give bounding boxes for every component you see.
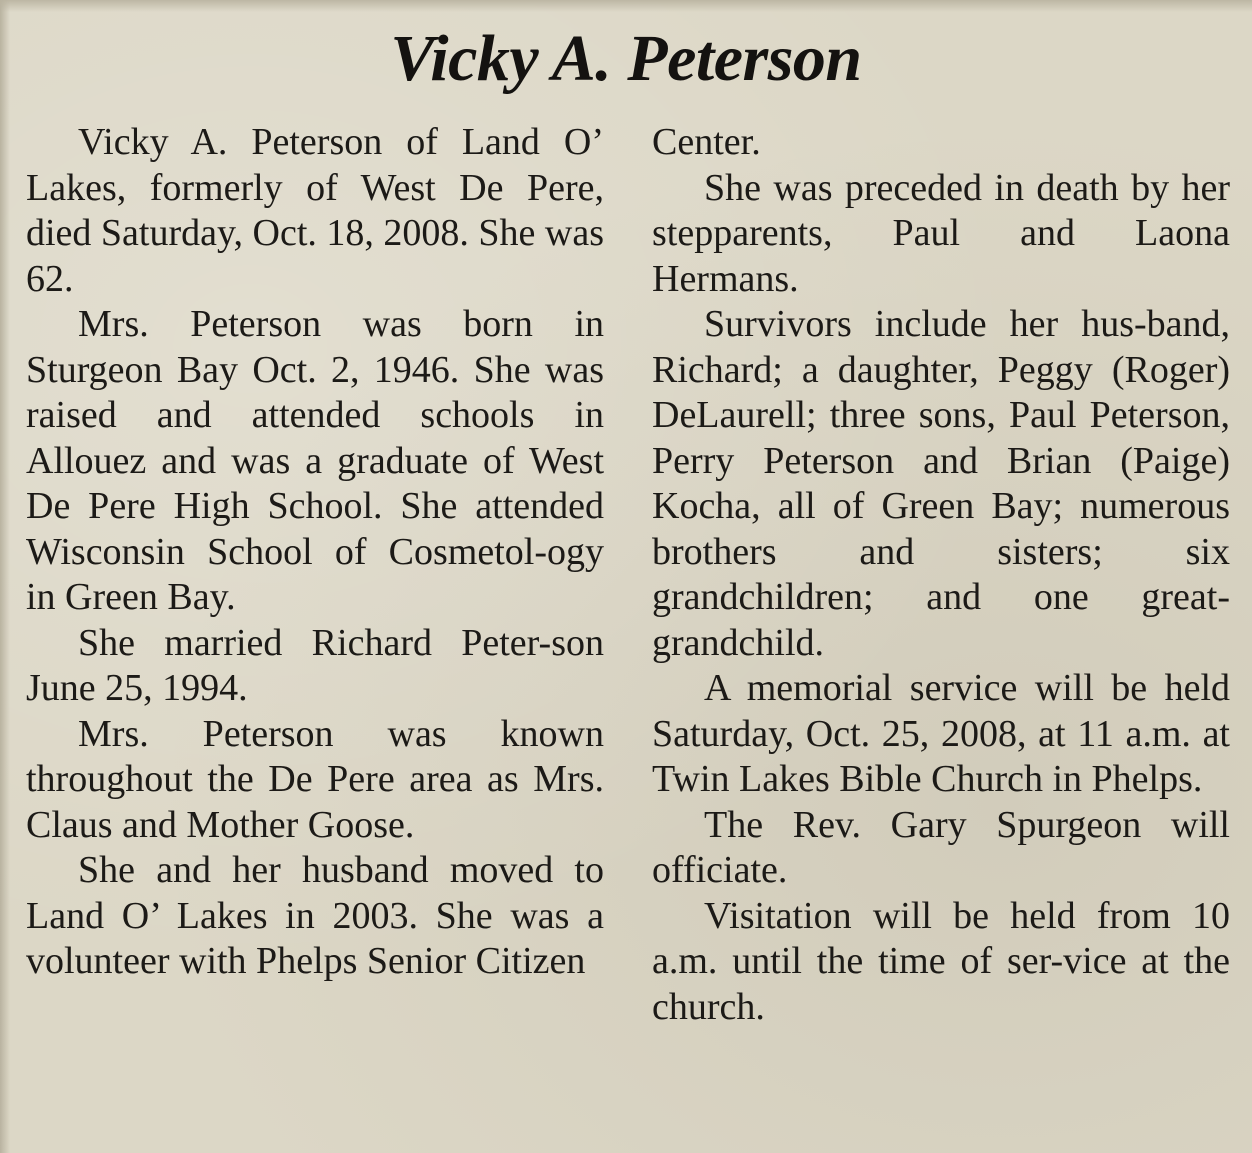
paper-top-edge <box>0 0 1252 12</box>
paragraph-survivors: Survivors include her hus-band, Richard; a daughter, Peggy (Roger) DeLaurell; three sons, Paul Peterson, Perry Peterson and Brian (Paige) Kocha, all of Green Bay; numerous brothers and sisters; six grandchildren; and one great-grandchild. <box>652 303 1230 664</box>
left-column <box>26 120 604 985</box>
paragraph-officiant: The Rev. Gary Spurgeon will officiate. <box>652 803 1230 891</box>
paragraph-visitation: Visitation will be held from 10 a.m. until the time of ser-vice at the church. <box>652 894 1230 1028</box>
right-column <box>652 120 1230 1030</box>
obituary-title: Vicky A. Peterson <box>390 22 862 95</box>
paper-left-edge <box>0 0 10 1153</box>
paragraph-memorial-service: A memorial service will be held Saturday, Oct. 25, 2008, at 11 a.m. at Twin Lakes Bible Church in Phelps. <box>652 667 1230 800</box>
paragraph-community: Mrs. Peterson was known throughout the De Pere area as Mrs. Claus and Mother Goose. <box>26 712 604 846</box>
paragraph-volunteer-continued: Center. <box>652 121 761 163</box>
paragraph-preceded: She was preceded in death by her stepparents, Paul and Laona Hermans. <box>652 166 1230 300</box>
paragraph-early-life: Mrs. Peterson was born in Sturgeon Bay Oct. 2, 1946. She was raised and attended schools in Allouez and was a graduate of West De Pere High School. She attended Wisconsin School of Cosmetol-ogy in Green Bay. <box>26 303 604 618</box>
paragraph-marriage: She married Richard Peter-son June 25, 1994. <box>26 621 604 709</box>
paragraph-death-notice: Vicky A. Peterson of Land O’ Lakes, formerly of West De Pere, died Saturday, Oct. 18, 2008. She was 62. <box>26 121 604 300</box>
paragraph-volunteer: She and her husband moved to Land O’ Lakes in 2003. She was a volunteer with Phelps Senior Citizen <box>26 849 604 982</box>
